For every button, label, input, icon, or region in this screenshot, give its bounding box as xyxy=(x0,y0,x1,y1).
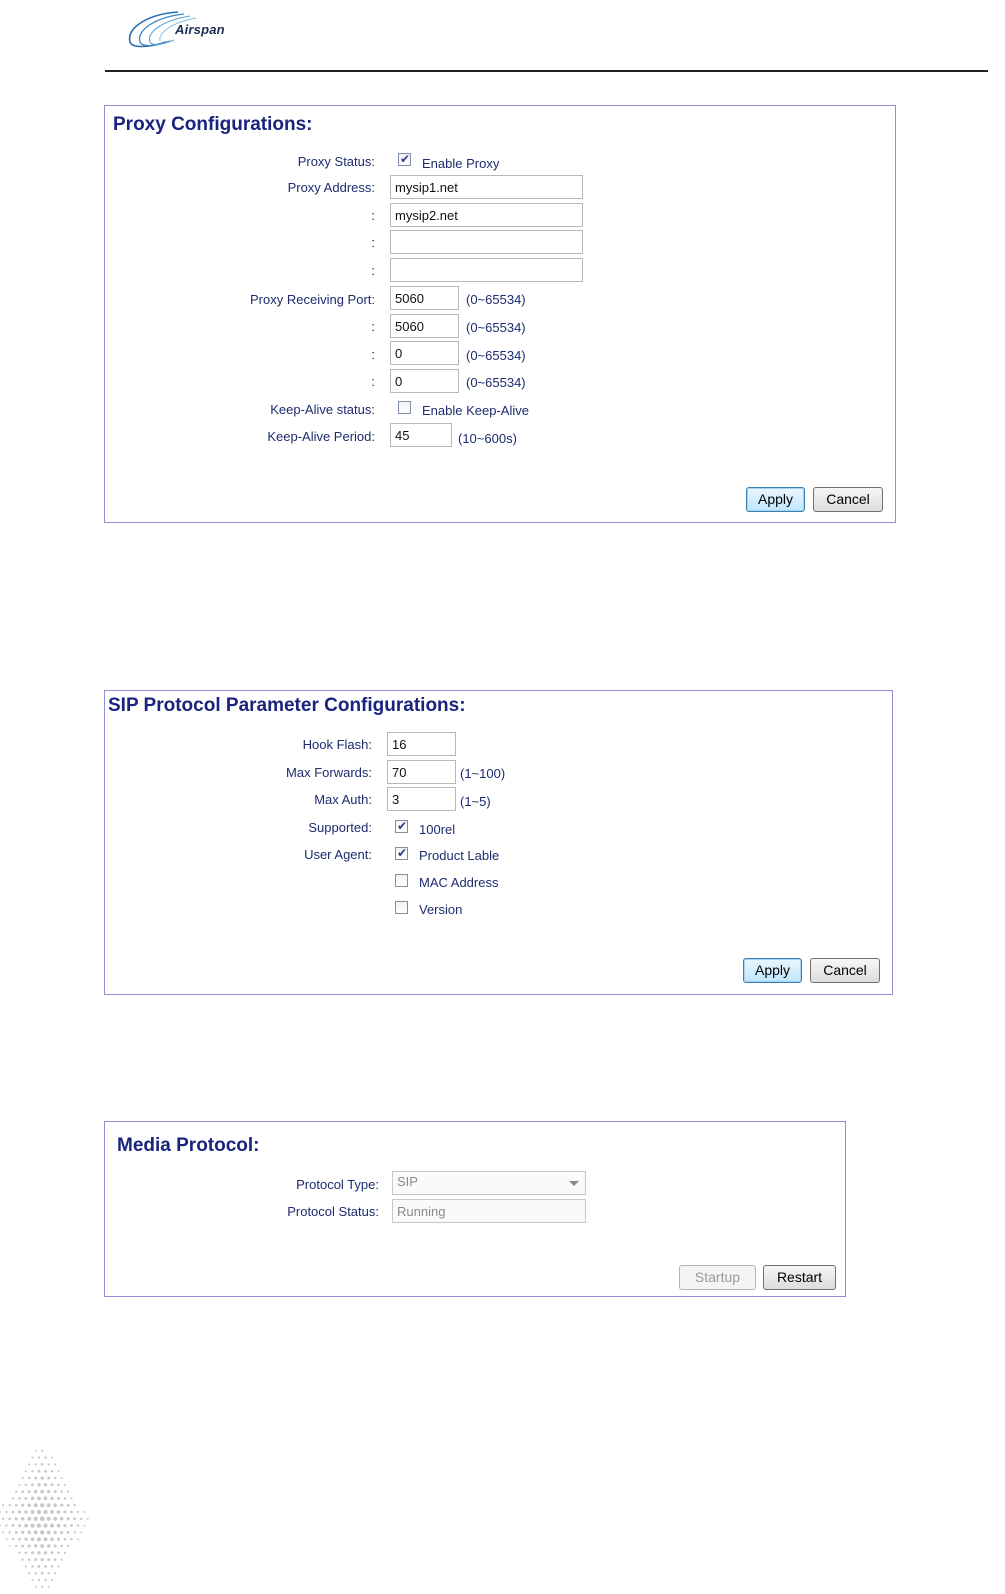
decorative-dot xyxy=(21,1490,24,1493)
decorative-dot xyxy=(31,1579,33,1581)
decorative-dot xyxy=(24,1510,28,1514)
decorative-dot xyxy=(48,1586,50,1588)
decorative-dot xyxy=(25,1484,28,1487)
decorative-dot xyxy=(24,1497,27,1500)
sip-params-panel xyxy=(104,690,893,995)
startup-button[interactable]: Startup xyxy=(679,1265,756,1290)
decorative-dot xyxy=(27,1503,30,1506)
cancel-button[interactable]: Cancel xyxy=(813,487,883,512)
check-icon: ✔ xyxy=(396,846,408,860)
proxy-port-4-input[interactable] xyxy=(390,369,459,393)
decorative-dot xyxy=(50,1551,53,1554)
decorative-dot xyxy=(31,1483,34,1486)
decorative-dot xyxy=(8,1531,10,1533)
decorative-dot xyxy=(2,1518,4,1520)
hook-flash-label: Hook Flash: xyxy=(302,737,372,752)
decorative-dot xyxy=(25,1565,27,1567)
decorative-dot xyxy=(70,1538,72,1540)
decorative-dot xyxy=(47,1544,50,1547)
decorative-dot xyxy=(51,1483,54,1486)
decorative-dot xyxy=(54,1572,56,1574)
decorative-dot xyxy=(83,1525,85,1527)
enable-proxy-label: Enable Proxy xyxy=(422,156,500,171)
decorative-dot xyxy=(15,1517,18,1520)
port-range-hint: (0~65534) xyxy=(466,292,526,307)
user-agent-label: User Agent: xyxy=(304,847,372,862)
panel-title: SIP Protocol Parameter Configurations: xyxy=(108,695,466,716)
decorative-dot xyxy=(21,1504,24,1507)
proxy-address-3-input[interactable] xyxy=(390,230,583,254)
max-auth-label: Max Auth: xyxy=(314,792,372,807)
decorative-dot xyxy=(37,1483,40,1486)
max-auth-input[interactable] xyxy=(387,787,456,811)
decorative-dot xyxy=(57,1551,60,1554)
decorative-dot xyxy=(21,1517,25,1521)
proxy-address-2-input[interactable] xyxy=(390,203,583,227)
protocol-type-value: SIP xyxy=(397,1174,418,1189)
decorative-dot xyxy=(74,1504,76,1506)
decorative-dot xyxy=(50,1524,54,1528)
decorative-dot xyxy=(31,1510,35,1514)
decorative-dot xyxy=(31,1537,35,1541)
decorative-dot xyxy=(50,1537,54,1541)
max-forwards-label: Max Forwards: xyxy=(286,765,372,780)
decorative-dot xyxy=(47,1572,49,1574)
decorative-dot xyxy=(9,1504,11,1506)
header-divider xyxy=(105,70,988,72)
decorative-dot xyxy=(47,1530,51,1534)
ua-version-checkbox[interactable] xyxy=(395,901,408,914)
proxy-config-panel xyxy=(104,105,896,523)
decorative-dot xyxy=(67,1545,69,1547)
decorative-dot xyxy=(22,1558,24,1560)
decorative-dot xyxy=(67,1517,70,1520)
hook-flash-input[interactable] xyxy=(387,732,456,756)
decorative-dot xyxy=(53,1503,56,1506)
decorative-dot xyxy=(57,1497,60,1500)
decorative-dot xyxy=(34,1558,37,1561)
supported-100rel-checkbox[interactable] xyxy=(395,820,408,833)
decorative-dot xyxy=(64,1538,67,1541)
decorative-dot xyxy=(31,1470,33,1472)
decorative-dot xyxy=(0,1525,1,1527)
decorative-dot xyxy=(37,1551,40,1554)
decorative-dot xyxy=(15,1504,18,1507)
decorative-dot xyxy=(60,1531,63,1534)
decorative-dot-pattern xyxy=(0,1440,95,1594)
decorative-dot xyxy=(28,1572,30,1574)
decorative-dot xyxy=(41,1558,44,1561)
decorative-dot xyxy=(70,1524,73,1527)
colon-label: : xyxy=(371,208,375,223)
decorative-dot xyxy=(31,1497,34,1500)
decorative-dot xyxy=(41,1450,43,1452)
decorative-dot xyxy=(18,1484,20,1486)
proxy-receiving-port-label: Proxy Receiving Port: xyxy=(250,292,375,307)
decorative-dot xyxy=(44,1456,46,1458)
check-icon: ✔ xyxy=(396,819,408,833)
decorative-dot xyxy=(84,1511,86,1513)
decorative-dot xyxy=(80,1518,82,1520)
decorative-dot xyxy=(80,1531,82,1533)
proxy-port-3-input[interactable] xyxy=(390,341,459,365)
decorative-dot xyxy=(12,1524,15,1527)
decorative-dot xyxy=(61,1559,63,1561)
keepalive-period-input[interactable] xyxy=(390,423,452,447)
colon-label: : xyxy=(371,319,375,334)
decorative-dot xyxy=(30,1524,34,1528)
max-forwards-input[interactable] xyxy=(387,760,456,784)
decorative-dot xyxy=(47,1477,50,1480)
supported-100rel-label: 100rel xyxy=(419,822,456,837)
decorative-dot xyxy=(21,1531,24,1534)
colon-label: : xyxy=(371,263,375,278)
ua-mac-address-label: MAC Address xyxy=(419,875,499,890)
decorative-dot xyxy=(2,1504,4,1506)
decorative-dot xyxy=(34,1517,38,1521)
decorative-dot xyxy=(25,1470,27,1472)
decorative-dot xyxy=(34,1544,37,1547)
panel-title: Media Protocol: xyxy=(117,1135,260,1156)
keepalive-period-label: Keep-Alive Period: xyxy=(267,429,375,444)
decorative-dot xyxy=(44,1565,47,1568)
decorative-dot xyxy=(41,1463,44,1466)
decorative-dot xyxy=(15,1531,18,1534)
decorative-dot xyxy=(54,1477,56,1479)
decorative-dot xyxy=(34,1477,37,1480)
decorative-dot xyxy=(87,1518,89,1520)
decorative-dot xyxy=(34,1463,36,1465)
decorative-dot xyxy=(12,1511,15,1514)
decorative-dot xyxy=(18,1524,21,1527)
apply-button[interactable]: Apply xyxy=(743,958,802,983)
decorative-dot xyxy=(40,1516,45,1521)
decorative-dot xyxy=(34,1572,37,1575)
decorative-dot xyxy=(28,1544,31,1547)
proxy-port-2-input[interactable] xyxy=(390,314,459,338)
decorative-dot xyxy=(15,1490,17,1492)
decorative-dot xyxy=(2,1531,4,1533)
decorative-dot xyxy=(28,1490,31,1493)
decorative-dot xyxy=(40,1490,44,1494)
decorative-dot xyxy=(24,1524,28,1528)
cancel-button[interactable]: Cancel xyxy=(810,958,880,983)
decorative-dot xyxy=(40,1544,44,1548)
port-range-hint: (0~65534) xyxy=(466,375,526,390)
decorative-dot xyxy=(61,1477,63,1479)
decorative-dot xyxy=(44,1470,47,1473)
protocol-status-label: Protocol Status: xyxy=(287,1204,379,1219)
decorative-dot xyxy=(64,1497,67,1500)
decorative-dot xyxy=(38,1579,40,1581)
supported-label: Supported: xyxy=(308,820,372,835)
decorative-dot xyxy=(43,1523,47,1527)
decorative-dot xyxy=(47,1490,50,1493)
max-auth-range-hint: (1~5) xyxy=(460,794,491,809)
decorative-dot xyxy=(8,1517,11,1520)
colon-label: : xyxy=(371,374,375,389)
decorative-dot xyxy=(77,1511,79,1513)
decorative-dot xyxy=(12,1497,14,1499)
decorative-dot xyxy=(53,1517,57,1521)
apply-button[interactable]: Apply xyxy=(746,487,805,512)
decorative-dot xyxy=(54,1558,57,1561)
decorative-dot xyxy=(28,1558,31,1561)
decorative-dot xyxy=(53,1531,57,1535)
decorative-dot xyxy=(44,1551,47,1554)
protocol-type-select[interactable] xyxy=(392,1171,586,1195)
decorative-dot xyxy=(38,1456,40,1458)
logo-text: Airspan xyxy=(175,22,225,37)
decorative-dot xyxy=(24,1538,27,1541)
decorative-dot xyxy=(47,1558,50,1561)
proxy-address-1-input[interactable] xyxy=(390,175,583,199)
enable-keepalive-label: Enable Keep-Alive xyxy=(422,403,529,418)
decorative-dot xyxy=(15,1545,17,1547)
decorative-dot xyxy=(31,1565,34,1568)
decorative-dot xyxy=(12,1538,14,1540)
media-protocol-panel xyxy=(104,1121,846,1297)
decorative-dot xyxy=(35,1450,37,1452)
decorative-dot xyxy=(70,1497,72,1499)
decorative-dot xyxy=(64,1552,66,1554)
decorative-dot xyxy=(9,1545,11,1547)
colon-label: : xyxy=(371,235,375,250)
decorative-dot xyxy=(74,1531,76,1533)
decorative-dot xyxy=(37,1523,41,1527)
decorative-dot xyxy=(60,1545,63,1548)
decorative-dot xyxy=(34,1503,38,1507)
decorative-dot xyxy=(21,1545,24,1548)
decorative-dot xyxy=(67,1531,70,1534)
decorative-dot xyxy=(31,1551,34,1554)
decorative-dot xyxy=(48,1463,50,1465)
ua-product-lable-checkbox[interactable] xyxy=(395,847,408,860)
decorative-dot xyxy=(32,1457,34,1459)
decorative-dot xyxy=(28,1477,31,1480)
max-forwards-range-hint: (1~100) xyxy=(460,766,506,781)
decorative-dot xyxy=(67,1504,70,1507)
decorative-dot xyxy=(57,1510,61,1514)
decorative-dot xyxy=(18,1538,21,1541)
decorative-dot xyxy=(0,1511,1,1513)
decorative-dot xyxy=(18,1510,21,1513)
decorative-dot xyxy=(77,1538,79,1540)
proxy-address-4-input[interactable] xyxy=(390,258,583,282)
decorative-dot xyxy=(50,1510,54,1514)
decorative-dot xyxy=(60,1504,63,1507)
decorative-dot xyxy=(38,1470,41,1473)
proxy-status-label: Proxy Status: xyxy=(297,154,375,169)
decorative-dot xyxy=(63,1524,66,1527)
protocol-status-field xyxy=(392,1199,586,1223)
colon-label: : xyxy=(371,347,375,362)
decorative-dot xyxy=(47,1503,51,1507)
panel-title: Proxy Configurations: xyxy=(113,114,313,135)
decorative-dot xyxy=(5,1524,7,1526)
decorative-dot xyxy=(51,1565,54,1568)
decorative-dot xyxy=(41,1586,43,1588)
decorative-dot xyxy=(18,1552,20,1554)
decorative-dot xyxy=(27,1517,31,1521)
ua-mac-address-checkbox[interactable] xyxy=(395,874,408,887)
decorative-dot xyxy=(38,1565,41,1568)
proxy-port-1-input[interactable] xyxy=(390,286,459,310)
decorative-dot xyxy=(47,1517,51,1521)
decorative-dot xyxy=(57,1470,59,1472)
decorative-dot xyxy=(18,1497,21,1500)
ua-product-lable-label: Product Lable xyxy=(419,848,500,863)
decorative-dot xyxy=(51,1470,53,1472)
decorative-dot xyxy=(34,1530,38,1534)
decorative-dot xyxy=(35,1586,37,1588)
decorative-dot xyxy=(63,1510,66,1513)
decorative-dot xyxy=(25,1551,28,1554)
decorative-dot xyxy=(34,1490,37,1493)
decorative-dot xyxy=(44,1579,46,1581)
keepalive-range-hint: (10~600s) xyxy=(458,431,517,446)
decorative-dot xyxy=(70,1511,73,1514)
decorative-dot xyxy=(51,1579,53,1581)
enable-proxy-checkbox[interactable] xyxy=(398,153,411,166)
decorative-dot xyxy=(37,1496,41,1500)
decorative-dot xyxy=(44,1483,47,1486)
decorative-dot xyxy=(28,1463,30,1465)
ua-version-label: Version xyxy=(419,902,463,917)
decorative-dot xyxy=(50,1497,53,1500)
decorative-dot xyxy=(57,1484,60,1487)
decorative-dot xyxy=(44,1496,48,1500)
protocol-type-label: Protocol Type: xyxy=(296,1177,379,1192)
port-range-hint: (0~65534) xyxy=(466,320,526,335)
decorative-dot xyxy=(37,1537,41,1541)
decorative-dot xyxy=(54,1463,56,1465)
decorative-dot xyxy=(40,1503,44,1507)
decorative-dot xyxy=(5,1511,7,1513)
decorative-dot xyxy=(22,1477,24,1479)
restart-button[interactable]: Restart xyxy=(763,1265,836,1290)
decorative-dot xyxy=(43,1510,47,1514)
decorative-dot xyxy=(40,1530,44,1534)
decorative-dot xyxy=(6,1538,8,1540)
decorative-dot xyxy=(64,1484,66,1486)
decorative-dot xyxy=(41,1476,44,1479)
decorative-dot xyxy=(41,1572,44,1575)
chevron-down-icon xyxy=(569,1181,579,1186)
decorative-dot xyxy=(57,1538,60,1541)
decorative-dot xyxy=(77,1524,79,1526)
enable-keepalive-checkbox[interactable] xyxy=(398,401,411,414)
decorative-dot xyxy=(37,1510,41,1514)
decorative-dot xyxy=(54,1544,57,1547)
decorative-dot xyxy=(57,1524,61,1528)
keepalive-status-label: Keep-Alive status: xyxy=(270,402,375,417)
decorative-dot xyxy=(51,1457,53,1459)
decorative-dot xyxy=(73,1517,76,1520)
decorative-dot xyxy=(27,1531,31,1535)
port-range-hint: (0~65534) xyxy=(466,348,526,363)
decorative-dot xyxy=(67,1490,69,1492)
proxy-address-label: Proxy Address: xyxy=(287,180,375,195)
check-icon: ✔ xyxy=(399,152,411,166)
decorative-dot xyxy=(44,1537,48,1541)
decorative-dot xyxy=(57,1565,59,1567)
decorative-dot xyxy=(60,1490,63,1493)
decorative-dot xyxy=(60,1517,64,1521)
decorative-dot xyxy=(54,1490,57,1493)
